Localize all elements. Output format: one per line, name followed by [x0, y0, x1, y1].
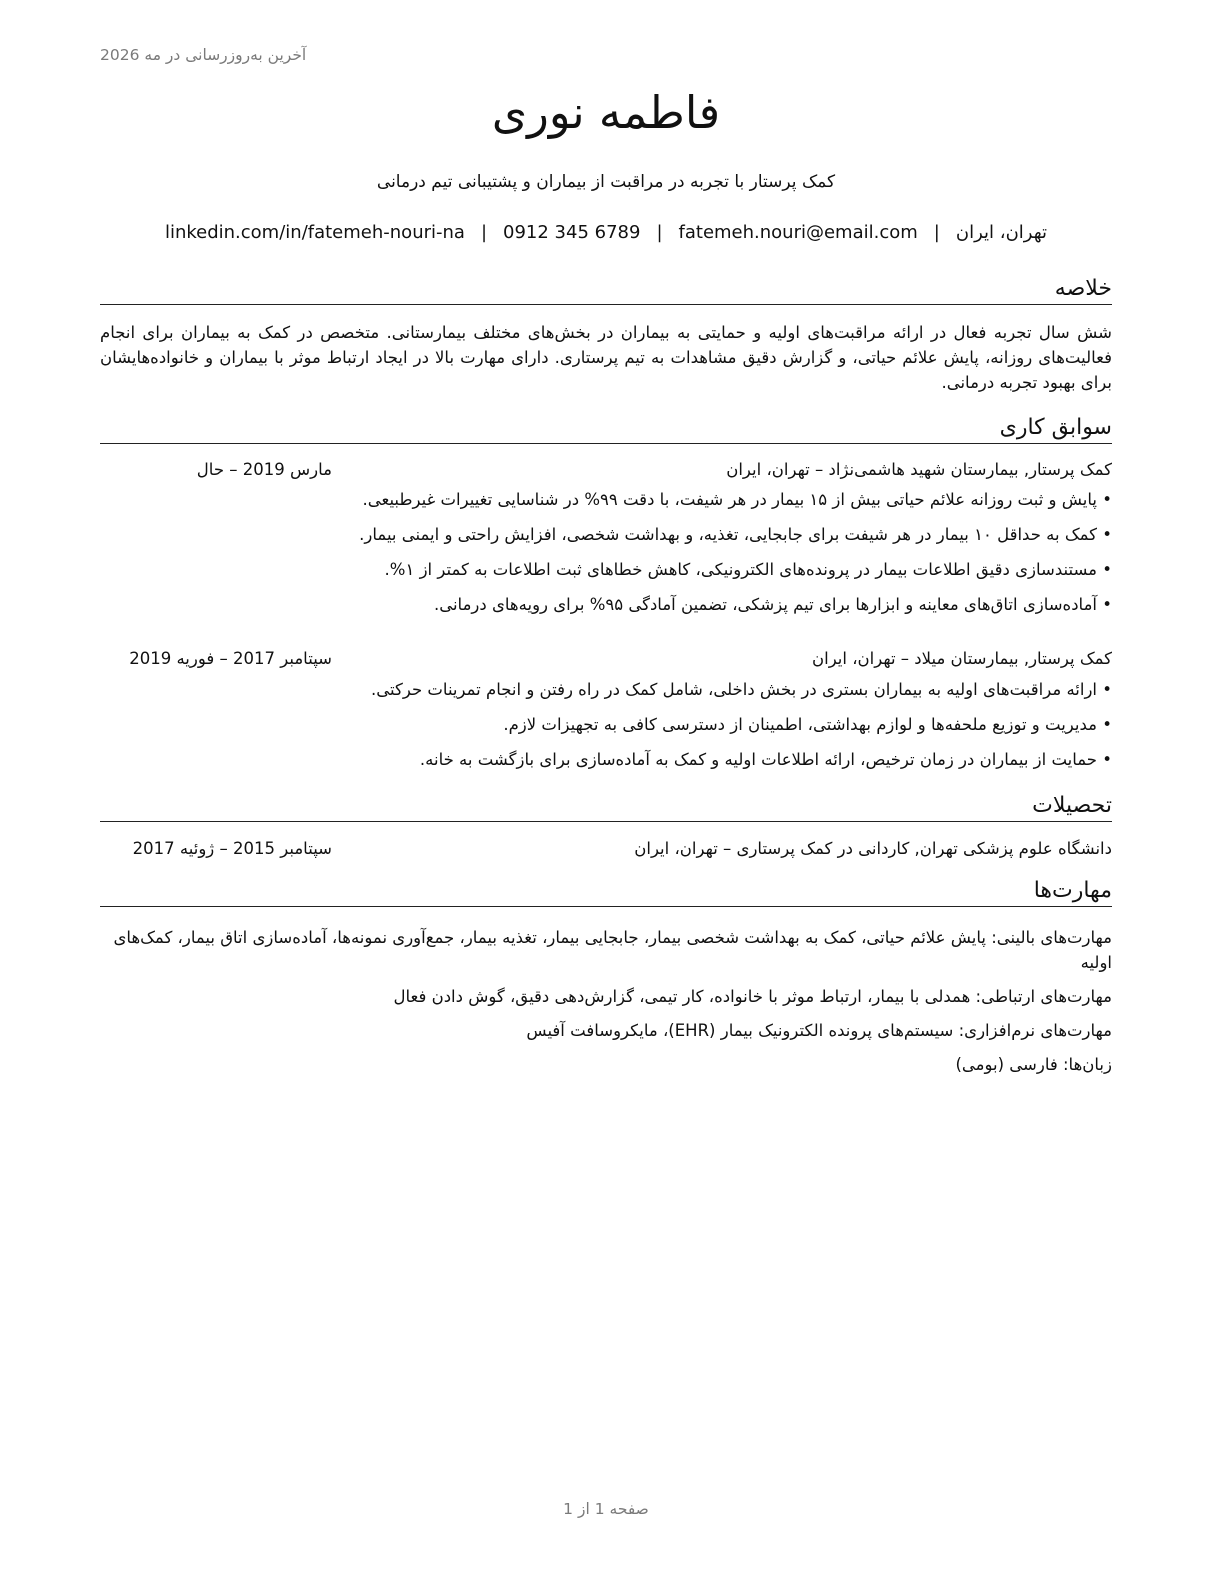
job-bullets — [100, 677, 1112, 782]
summary-text: شش سال تجربه فعال در ارائه مراقبت‌های اولیه و حمایتی به بیماران در بخش‌های مختلف بیمارستانی. متخصص در کمک به بیماران برای انجام فعالیت‌های روزانه، پایش علائم حیاتی، و گزارش دقیق مشاهدات به تیم پرستاری. دارای مهارت بالا در ایجاد ارتباط موثر با بیماران و خانواده‌هایشان برای بهبود تجربه درمانی. — [100, 323, 1112, 392]
list-item: • پایش و ثبت روزانه علائم حیاتی بیش از ۱۵ بیمار در هر شیفت، با دقت ۹۹% در شناسایی تغییرات غیرطبیعی. — [100, 487, 1112, 522]
skill-languages: زبان‌ها: فارسی (بومی) — [955, 1055, 1112, 1074]
last-updated: آخرین به‌روزرسانی در مه 2026 — [100, 46, 307, 64]
education-entry — [100, 836, 1112, 862]
contact-location: تهران، ایران — [955, 222, 1048, 243]
contact-separator: | — [656, 222, 663, 243]
section-title-experience: سوابق کاری — [100, 414, 1112, 444]
education-degree: دانشگاه علوم پزشکی تهران, کاردانی در کمک پرستاری – تهران، ایران — [634, 839, 1112, 858]
contact-separator: | — [480, 222, 488, 243]
list-item: • حمایت از بیماران در زمان ترخیص، ارائه اطلاعات اولیه و کمک به آماده‌سازی برای بازگشت به خانه. — [100, 747, 1112, 782]
contact-separator: | — [933, 222, 940, 243]
skill-software: مهارت‌های نرم‌افزاری: سیستم‌های پرونده الکترونیک بیمار (EHR)، مایکروسافت آفیس — [526, 1021, 1112, 1040]
section-title-summary: خلاصه — [100, 275, 1112, 305]
job-bullets — [100, 487, 1112, 627]
skills-list — [100, 925, 1112, 1086]
list-item: • کمک به حداقل ۱۰ بیمار در هر شیفت برای جابجایی، تغذیه، و بهداشت شخصی، افزایش راحتی و ایمنی بیمار. — [100, 522, 1112, 557]
page-number: صفحه 1 از 1 — [563, 1500, 649, 1518]
section-title-skills: مهارت‌ها — [100, 877, 1112, 907]
resume-page — [100, 0, 1112, 1584]
list-item: • مدیریت و توزیع ملحفه‌ها و لوازم بهداشتی، اطمینان از دسترسی کافی به تجهیزات لازم. — [100, 712, 1112, 747]
contact-line — [100, 222, 1112, 243]
list-item: • آماده‌سازی اتاق‌های معاینه و ابزارها برای تیم پزشکی، تضمین آمادگی ۹۵% برای رویه‌های درمانی. — [100, 592, 1112, 627]
job-header — [100, 457, 1112, 483]
headline: کمک پرستار با تجربه در مراقبت از بیماران و پشتیبانی تیم درمانی — [376, 172, 836, 192]
list-item: • ارائه مراقبت‌های اولیه به بیماران بستری در بخش داخلی، شامل کمک در راه رفتن و انجام تمرینات حرکتی. — [100, 677, 1112, 712]
skill-clinical: مهارت‌های بالینی: پایش علائم حیاتی، کمک به بهداشت شخصی بیمار، جابجایی بیمار، تغذیه بیمار، جمع‌آوری نمونه‌ها، آماده‌سازی اتاق بیمار، کمک‌های اولیه — [113, 928, 1112, 972]
job-header — [100, 646, 1112, 672]
job-date: مارس 2019 – حال — [196, 460, 332, 479]
education-date: سپتامبر 2015 – ژوئیه 2017 — [132, 839, 332, 858]
candidate-name: فاطمه نوری — [491, 86, 721, 139]
job-role: کمک پرستار, بیمارستان میلاد – تهران، ایران — [812, 649, 1112, 668]
job-date: سپتامبر 2017 – فوریه 2019 — [129, 649, 332, 668]
contact-email[interactable]: fatemeh.nouri@email.com — [678, 222, 918, 243]
job-role: کمک پرستار, بیمارستان شهید هاشمی‌نژاد – تهران، ایران — [726, 460, 1112, 479]
skill-communication: مهارت‌های ارتباطی: همدلی با بیمار، ارتباط موثر با خانواده، کار تیمی، گزارش‌دهی دقیق، گوش دادن فعال — [393, 987, 1112, 1006]
list-item: • مستندسازی دقیق اطلاعات بیمار در پرونده‌های الکترونیکی، کاهش خطاهای ثبت اطلاعات به کمتر از ۱%. — [100, 557, 1112, 592]
contact-phone: 0912 345 6789 — [503, 222, 641, 243]
contact-linkedin[interactable]: linkedin.com/in/fatemeh-nouri-na — [164, 222, 465, 243]
section-title-education: تحصیلات — [100, 792, 1112, 822]
